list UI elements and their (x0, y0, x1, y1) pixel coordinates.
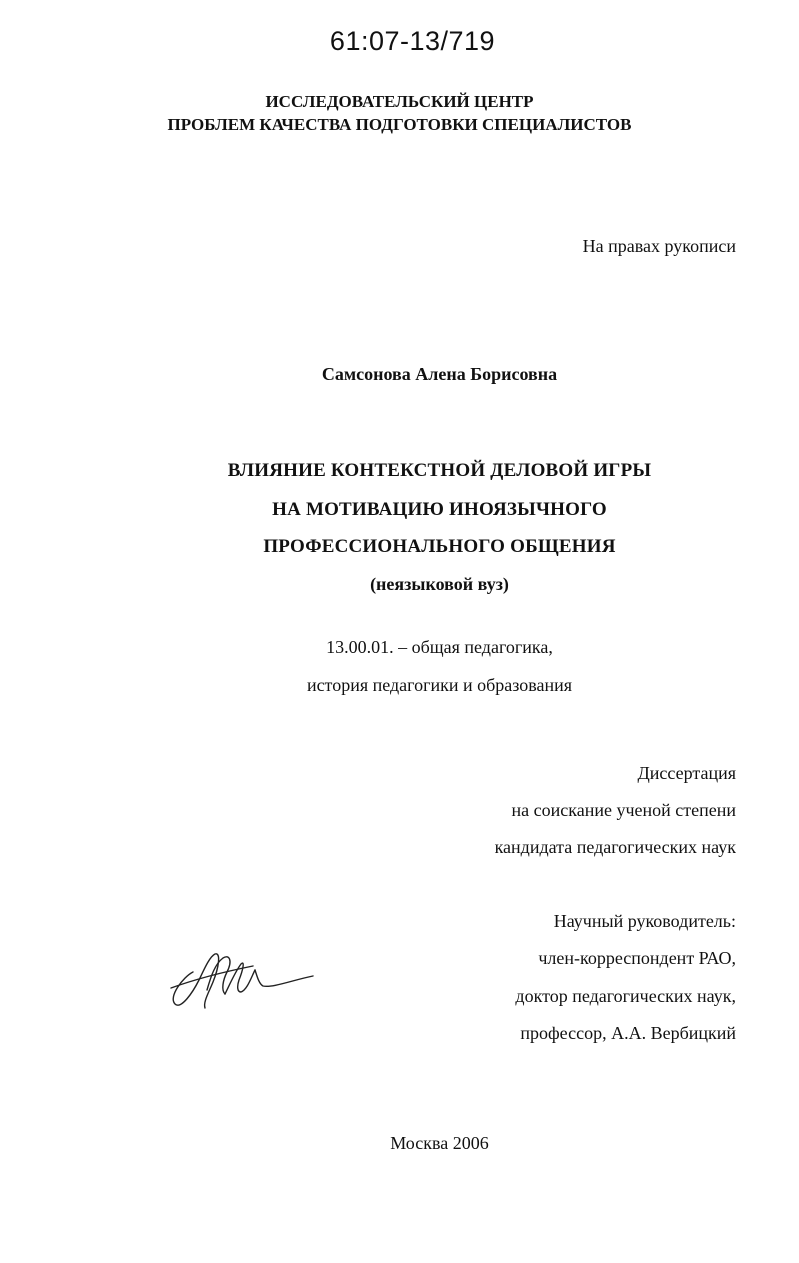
catalog-number: 61:07-13/719 (329, 26, 496, 56)
institution-line-1: ИССЛЕДОВАТЕЛЬСКИЙ ЦЕНТР (265, 92, 534, 111)
supervisor-line-4: профессор, А.А. Вербицкий (520, 1023, 736, 1043)
institution-line-2: ПРОБЛЕМ КАЧЕСТВА ПОДГОТОВКИ СПЕЦИАЛИСТОВ (167, 115, 632, 134)
title-line-2: НА МОТИВАЦИЮ ИНОЯЗЫЧНОГО (272, 499, 607, 520)
place-year: Москва 2006 (390, 1133, 489, 1153)
manuscript-rights: На правах рукописи (582, 236, 736, 256)
specialty-line-2: история педагогики и образования (306, 675, 573, 695)
specialty-line-1: 13.00.01. – общая педагогика, (326, 637, 553, 657)
supervisor-line-3: доктор педагогических наук, (515, 986, 736, 1006)
title-line-1: ВЛИЯНИЕ КОНТЕКСТНОЙ ДЕЛОВОЙ ИГРЫ (227, 460, 652, 481)
supervisor-line-1: Научный руководитель: (553, 911, 736, 931)
dissertation-line-2: на соискание ученой степени (511, 800, 736, 820)
supervisor-line-2: член-корреспондент РАО, (538, 948, 736, 968)
author-name: Самсонова Алена Борисовна (321, 364, 558, 384)
title-line-3: ПРОФЕССИОНАЛЬНОГО ОБЩЕНИЯ (263, 536, 616, 557)
dissertation-line-3: кандидата педагогических наук (494, 837, 736, 857)
title-subtitle: (неязыковой вуз) (370, 574, 509, 594)
handwritten-signature (163, 942, 323, 1022)
dissertation-line-1: Диссертация (637, 763, 736, 783)
